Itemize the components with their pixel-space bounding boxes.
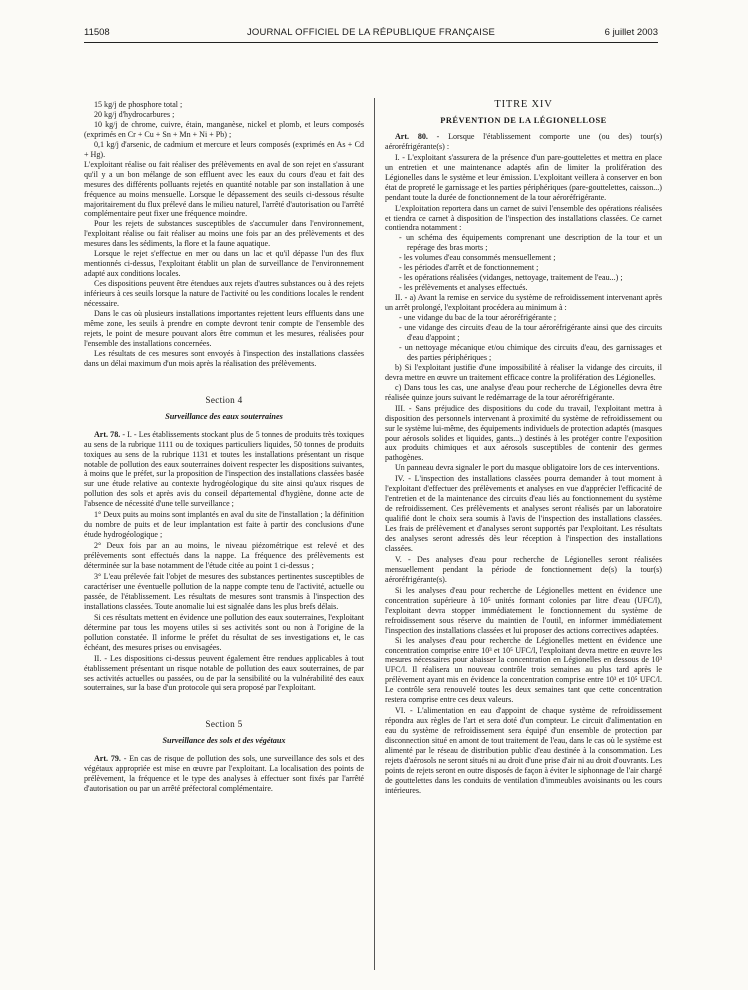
issue-date: 6 juillet 2003 bbox=[604, 27, 658, 38]
list-item: - les volumes d'eau consommés mensuellement ; bbox=[399, 253, 556, 263]
paragraph: L'exploitation reportera dans un carnet de suivi l'ensemble des opérations réalisées et tiendra ce carnet à disposition de l'inspection des installations classées. Ce carnet contiendra notamment : bbox=[385, 203, 662, 233]
paragraph: Lorsque le rejet s'effectue en mer ou dans un lac et qu'il dépasse l'un des flux mentionnés ci-dessus, l'exploitant établit un plan de surveillance de l'environnement adapté aux conditions locales. bbox=[84, 249, 364, 279]
list-item: - les opérations réalisées (vidanges, nettoyage, traitement de l'eau...) ; bbox=[399, 273, 623, 283]
article-79-text: - En cas de risque de pollution des sols, une surveillance des sols et des végétaux appropriée est mise en œuvre par l'exploitant. La localisation des points de prélèvement, la fréquence et le type des analyses à effectuer sont fixés par l'arrêté d'autorisation ou par un arrêté préfectoral complémentaire. bbox=[84, 754, 364, 794]
list-item: 20 kg/j d'hydrocarbures ; bbox=[94, 109, 175, 119]
paragraph: Ces dispositions peuvent être étendues aux rejets d'autres substances ou à des rejets inférieurs à ces seuils lorsque la nature de l'activité ou les conditions locales le rendent nécessaire. bbox=[84, 279, 364, 309]
article-80-text: - Lorsque l'établissement comporte une (ou des) tour(s) aéroréfrigérante(s) : bbox=[385, 131, 662, 151]
paragraph: b) Si l'exploitant justifie d'une impossibilité à réaliser la vidange des circuits, il devra mettre en œuvre un traitement efficace contre la prolifération des Légionelles. bbox=[385, 362, 662, 382]
column-divider bbox=[374, 98, 375, 970]
journal-title: JOURNAL OFFICIEL DE LA RÉPUBLIQUE FRANÇAISE bbox=[246, 27, 496, 38]
header-rule bbox=[84, 42, 658, 43]
paragraph: 1° Deux puits au moins sont implantés en aval du site de l'installation ; la définition du nombre de puits et de leur implantation est faite à partir des conclusions d'une étude hydrogéologique ; bbox=[84, 510, 364, 540]
paragraph: II. - Les dispositions ci-dessus peuvent également être rendues applicables à tout établissement présentant un risque notable de pollution des eaux souterraines, de par ses activités actuelles ou passées, ou de par la sensibilité ou la vulnérabilité des eaux souterraines, sur la base d'un protocole qui sera proposé par l'exploitant. bbox=[84, 653, 364, 693]
article-78-text: - I. - Les établissements stockant plus de 5 tonnes de produits très toxiques au sens de la rubrique 1111 ou de toxiques particuliers liquides, 50 tonnes de produits toxiques au sens de la rubrique 1131 et toutes les installations présentant un risque notable de pollution des eaux souterraines doivent respecter les dispositions suivantes, à moins que le préfet, sur la proposition de l'inspection des installations classées basée sur une étude relative au contexte hydrogéologique du site ainsi qu'aux risques de pollution des sols et après avis du conseil départemental d'hygiène, donne acte de l'absence de nécessité d'une telle surveillance ; bbox=[84, 429, 364, 509]
list-item: 10 kg/j de chrome, cuivre, étain, manganèse, nickel et plomb, et leurs composés (exprimés en Cr + Cu + Sn + Mn + Ni + Pb) ; bbox=[84, 119, 364, 139]
paragraph: VI. - L'alimentation en eau d'appoint de chaque système de refroidissement répondra aux règles de l'art et sera doté d'un compteur. Le circuit d'alimentation en eau du système de refroidissement sera équipé d'un ensemble de protection par disconnection situé en amont de tout traitement de l'eau, dans le cas où le système est alimenté par le réseau de distribution public d'eau destinée à la consommation. Les rejets d'aérosols ne seront situés ni au droit d'une prise d'air ni au droit d'ouvrants. Les points de rejets seront en outre disposés de façon à éviter le siphonnage de l'air chargé de gouttelettes dans les conduits de ventilation d'immeubles avoisinants ou les cours intérieures. bbox=[385, 706, 662, 795]
article-79-label: Art. 79. bbox=[94, 754, 121, 764]
paragraph: V. - Des analyses d'eau pour recherche de Légionelles seront réalisées mensuellement pendant la période de fonctionnement de(s) la tour(s) aéroréfrigérante(s). bbox=[385, 554, 662, 584]
right-column bbox=[385, 100, 662, 796]
list-item: - un schéma des équipements comprenant une description de la tour et un repérage des bras morts ; bbox=[399, 233, 662, 253]
paragraph: II. - a) Avant la remise en service du système de refroidissement intervenant après un arrêt prolongé, l'exploitant procédera au minimum à : bbox=[385, 293, 662, 313]
paragraph: L'exploitant réalise ou fait réaliser des prélèvements en aval de son rejet en s'assurant qu'il y a un bon mélange de son effluent avec les eaux du cours d'eau et fait des mesures des différents polluants rejetés en quantité notable par son installation à une fréquence au moins mensuelle. Lorsque le dépassement des seuils ci-dessous résulte majoritairement du flux prélevé dans le milieu naturel, l'arrêté d'autorisation ou l'arrêté complémentaire peut fixer une fréquence moindre. bbox=[84, 159, 364, 219]
list-item: 15 kg/j de phosphore total ; bbox=[94, 100, 183, 109]
paragraph: Un panneau devra signaler le port du masque obligatoire lors de ces interventions. bbox=[395, 463, 660, 473]
paragraph: III. - Sans préjudice des dispositions du code du travail, l'exploitant mettra à disposition des personnels intervenant à proximité du système de refroidissement ou sur le système lui-même, des équipements individuels de protection adaptés (masques pour aérosols solides et liquides, gants...) destinés à les protéger contre l'exposition aux produits chimiques et aux aérosols susceptibles de contenir des germes pathogènes. bbox=[385, 403, 662, 463]
section-4-title: Section 4 bbox=[205, 394, 243, 405]
paragraph: IV. - L'inspection des installations classées pourra demander à tout moment à l'exploitant d'effectuer des prélèvements et analyses en vue d'apprécier l'efficacité de l'entretien et de la maintenance des circuits d'eau liés au fonctionnement du système de refroidissement. Ces prélèvements et analyses seront réalisés par un laboratoire qualifié dont le choix sera soumis à l'avis de l'inspection des installations classées. Les frais de prélèvement et d'analyses seront supportés par l'exploitant. Les résultats des analyses seront adressés dès leur réception à l'inspection des installations classées. bbox=[385, 474, 662, 553]
paragraph: Si les analyses d'eau pour recherche de Légionelles mettent en évidence une concentration supérieure à 10⁵ unités formant colonies par litre d'eau (UFC/l), l'exploitant devra stopper immédiatement le fonctionnement du système de refroidissement sous réserve du maintien de l'outil, en informer immédiatement l'inspection des installations classées et lui proposer des actions correctives adaptées. bbox=[385, 585, 662, 635]
list-item: - une vidange du bac de la tour aéroréfrigérante ; bbox=[399, 313, 557, 323]
article-78-label: Art. 78. bbox=[94, 429, 121, 439]
section-5-title: Section 5 bbox=[205, 719, 243, 730]
left-column bbox=[84, 100, 364, 794]
list-item: - une vidange des circuits d'eau de la tour aéroréfrigérante ainsi que des circuits d'eau d'appoint ; bbox=[399, 323, 662, 342]
list-item: - un nettoyage mécanique et/ou chimique des circuits d'eau, des garnissages et des parties périphériques ; bbox=[399, 342, 662, 362]
page-number: 11508 bbox=[84, 27, 110, 38]
list-item: - les périodes d'arrêt et de fonctionnement ; bbox=[399, 263, 539, 273]
section-5-subtitle: Surveillance des sols et des végétaux bbox=[162, 736, 286, 746]
article-79 bbox=[84, 754, 364, 794]
paragraph: I. - L'exploitant s'assurera de la présence d'un pare-gouttelettes et mettra en place un entretien et une maintenance adaptés afin de limiter la prolifération des Légionelles dans le système et leur émission. L'exploitant veillera à conserver en bon état de propreté le garnissage et les parties périphériques (pare-gouttelettes, caisson...) pendant toute la durée de fonctionnement de la tour aéroréfrigérante. bbox=[385, 152, 662, 202]
paragraph: 2° Deux fois par an au moins, le niveau piézométrique est relevé et des prélèvements sont effectués dans la nappe. La fréquence des prélèvements est déterminée sur la base notamment de l'étude citée au point 1 ci-dessus ; bbox=[84, 541, 364, 571]
paragraph: Si les analyses d'eau pour recherche de Légionelles mettent en évidence une concentration comprise entre 10³ et 10⁵ UFC/l, l'exploitant devra mettre en œuvre les mesures nécessaires pour abaisser la concentration en Légionelles en dessous de 10³ UFC/l. Il réalisera un nouveau contrôle trois semaines au plus tard après le prélèvement ayant mis en évidence la concentration comprise entre 10³ et 10⁵ UFC/l. Le contrôle sera renouvelé toutes les deux semaines tant que cette concentration restera comprise entre ces deux valeurs. bbox=[385, 635, 662, 705]
paragraph: Pour les rejets de substances susceptibles de s'accumuler dans l'environnement, l'exploitant réalise ou fait réaliser au moins une fois par an des prélèvements et des mesures dans les sédiments, la flore et la faune aquatique. bbox=[84, 219, 364, 249]
titre-subtitle: PRÉVENTION DE LA LÉGIONELLOSE bbox=[440, 115, 607, 125]
article-80-label: Art. 80. bbox=[395, 131, 428, 141]
paragraph: Les résultats de ces mesures sont envoyés à l'inspection des installations classées dans un délai maximum d'un mois après la réalisation des prélèvements. bbox=[84, 348, 364, 368]
article-80-intro bbox=[385, 132, 662, 152]
paragraph: Si ces résultats mettent en évidence une pollution des eaux souterraines, l'exploitant détermine par tous les moyens utiles si ses activités sont ou non à l'origine de la pollution constatée. Il informe le préfet du résultat de ses investigations et, le cas échéant, des mesures prises ou envisagées. bbox=[84, 612, 364, 652]
list-item: 0,1 kg/j d'arsenic, de cadmium et mercure et leurs composés (exprimés en As + Cd + Hg). bbox=[84, 139, 364, 159]
article-78-intro bbox=[84, 430, 364, 510]
paragraph: c) Dans tous les cas, une analyse d'eau pour recherche de Légionelles devra être réalisée quinze jours suivant le redémarrage de la tour aéroréfrigérante. bbox=[385, 382, 662, 402]
paragraph: Dans le cas où plusieurs installations importantes rejettent leurs effluents dans une même zone, les seuils à prendre en compte devront tenir compte de l'ensemble des rejets, le point de mesure pouvant alors être commun et les mesures, réalisées pour l'ensemble des installations concernées. bbox=[84, 309, 364, 348]
section-4-subtitle: Surveillance des eaux souterraines bbox=[165, 411, 283, 421]
running-header bbox=[84, 27, 658, 41]
titre-heading: TITRE XIV bbox=[494, 99, 553, 110]
list-item: - les prélèvements et analyses effectués. bbox=[399, 283, 528, 293]
paragraph: 3° L'eau prélevée fait l'objet de mesures des substances pertinentes susceptibles de caractériser une éventuelle pollution de la nappe compte tenu de l'activité, actuelle ou passée, de l'établissement. Les résultats de mesures sont transmis à l'inspection des installations classées. Toute anomalie lui est signalée dans les plus brefs délais. bbox=[84, 571, 364, 611]
